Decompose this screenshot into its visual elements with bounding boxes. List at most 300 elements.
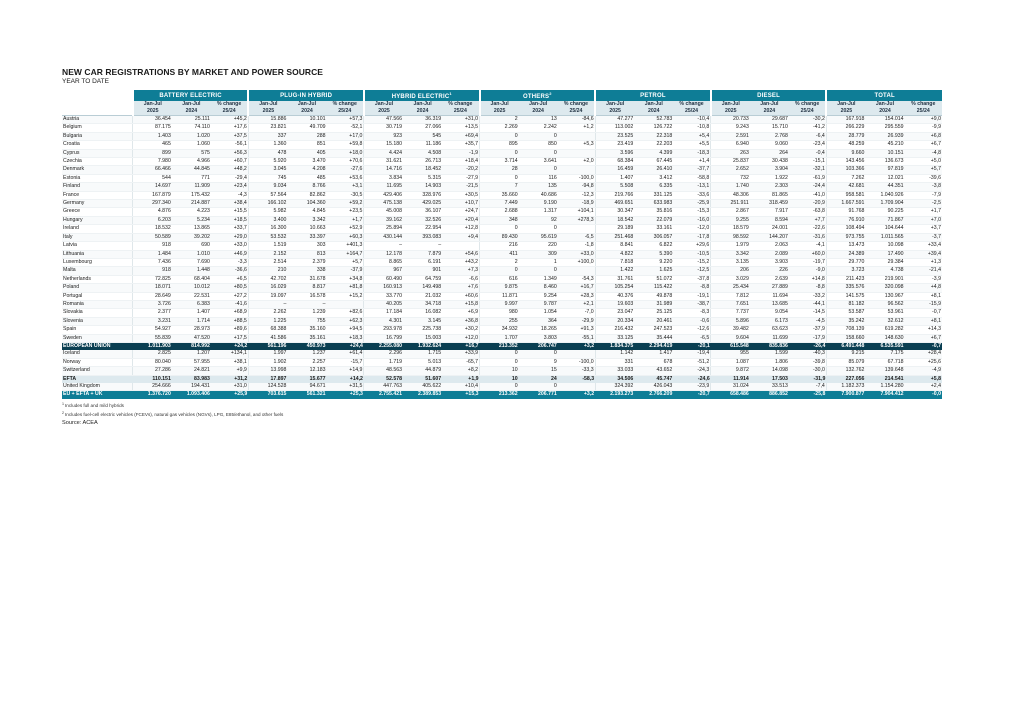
value-cell: 658.486 xyxy=(711,391,750,399)
change-cell: +5,5 xyxy=(673,141,710,149)
value-cell: 55.839 xyxy=(133,334,172,342)
group-label: HYBRID ELECTRIC xyxy=(391,94,450,100)
country-cell: Finland xyxy=(62,183,133,191)
value-cell: 81.182 xyxy=(826,300,865,308)
change-cell: +57,3 xyxy=(327,116,364,124)
change-cell: +18,5 xyxy=(211,216,248,224)
value-cell: 216.432 xyxy=(595,326,634,334)
value-cell: 364 xyxy=(519,317,558,325)
value-cell: 34.932 xyxy=(480,326,519,334)
change-cell: +9,9 xyxy=(211,367,248,375)
column-header-period: Jan-Jul xyxy=(248,101,287,108)
change-cell xyxy=(558,267,595,275)
value-cell: 52.783 xyxy=(634,116,673,124)
change-cell: -6,5 xyxy=(558,233,595,241)
table-row xyxy=(62,275,942,283)
value-cell: 219.901 xyxy=(865,275,904,283)
value-cell: 35.444 xyxy=(634,334,673,342)
change-cell: -61,9 xyxy=(789,174,826,182)
value-cell: 2.377 xyxy=(133,309,172,317)
report xyxy=(62,67,942,427)
value-cell: 295.559 xyxy=(865,124,904,132)
country-cell: Luxembourg xyxy=(62,258,133,266)
country-cell: Iceland xyxy=(62,350,133,358)
change-cell: -41,0 xyxy=(789,191,826,199)
value-cell: 22.531 xyxy=(172,292,211,300)
group-header xyxy=(248,90,364,101)
value-cell: 57.955 xyxy=(172,358,211,366)
change-cell: +29,6 xyxy=(673,242,710,250)
table-row xyxy=(62,326,942,334)
value-cell: 1.403 xyxy=(133,132,172,140)
value-cell: – xyxy=(364,242,403,250)
group-header xyxy=(364,90,480,101)
value-cell: 16.082 xyxy=(403,309,442,317)
value-cell: 3.641 xyxy=(519,158,558,166)
column-header-period: Jan-Jul xyxy=(480,101,519,108)
change-cell: +2,4 xyxy=(905,383,942,391)
value-cell: 26.939 xyxy=(865,132,904,140)
column-header-period: Jan-Jul xyxy=(595,101,634,108)
value-cell: 14.903 xyxy=(403,183,442,191)
value-cell: 3.723 xyxy=(826,267,865,275)
value-cell: 4.822 xyxy=(595,250,634,258)
value-cell: 25.894 xyxy=(364,225,403,233)
value-cell: 8.841 xyxy=(595,242,634,250)
change-cell: -19,1 xyxy=(673,292,710,300)
value-cell: 167.918 xyxy=(826,116,865,124)
value-cell: 328.976 xyxy=(403,191,442,199)
change-cell: +5,4 xyxy=(673,132,710,140)
change-cell: +31,2 xyxy=(211,375,248,383)
change-cell xyxy=(558,350,595,358)
value-cell: 1.707 xyxy=(480,334,519,342)
value-cell: 12.183 xyxy=(287,367,326,375)
change-cell: -24,4 xyxy=(789,183,826,191)
value-cell: 141.575 xyxy=(826,292,865,300)
change-cell: +28,4 xyxy=(905,350,942,358)
value-cell: 3.904 xyxy=(750,166,789,174)
value-cell: 20.334 xyxy=(595,317,634,325)
value-cell: 3.400 xyxy=(248,216,287,224)
value-cell: 1.625 xyxy=(634,267,673,275)
value-cell: 6.491.448 xyxy=(826,342,865,350)
change-cell: -19,4 xyxy=(673,350,710,358)
change-cell: +12,0 xyxy=(442,334,479,342)
change-cell: +24,7 xyxy=(442,208,479,216)
value-cell: 216 xyxy=(480,242,519,250)
column-header-year: 25/24 xyxy=(905,108,942,116)
footnote-marker: 2 xyxy=(549,91,552,96)
value-cell: 9.060 xyxy=(750,141,789,149)
table-row xyxy=(62,233,942,241)
value-cell: 923 xyxy=(364,132,403,140)
value-cell: 42.681 xyxy=(826,183,865,191)
value-cell: 430.144 xyxy=(364,233,403,241)
change-cell: +59,8 xyxy=(327,141,364,149)
change-cell: +12,8 xyxy=(442,225,479,233)
value-cell: 213.352 xyxy=(480,342,519,350)
value-cell: 98.592 xyxy=(711,233,750,241)
value-cell: 6.203 xyxy=(133,216,172,224)
value-cell: 29.770 xyxy=(826,258,865,266)
change-cell: -8,3 xyxy=(673,309,710,317)
change-cell: +94,5 xyxy=(327,326,364,334)
group-header xyxy=(711,90,827,101)
value-cell: 96.562 xyxy=(865,300,904,308)
value-cell: 160.913 xyxy=(364,284,403,292)
column-header-period: % change xyxy=(673,101,710,108)
change-cell: +52,9 xyxy=(327,225,364,233)
column-header-year: 25/24 xyxy=(327,108,364,116)
column-header-period: Jan-Jul xyxy=(287,101,326,108)
value-cell: 5.390 xyxy=(634,250,673,258)
change-cell: +14,9 xyxy=(327,367,364,375)
value-cell: 306.057 xyxy=(634,233,673,241)
footnote-marker: 2 xyxy=(62,410,64,415)
column-header-period: % change xyxy=(789,101,826,108)
column-header-year: 2025 xyxy=(711,108,750,116)
value-cell: 66.466 xyxy=(133,166,172,174)
value-cell: 135 xyxy=(519,183,558,191)
value-cell: 18.579 xyxy=(711,225,750,233)
value-cell: 105.254 xyxy=(595,284,634,292)
change-cell: +53,6 xyxy=(327,174,364,182)
value-cell: 2.063 xyxy=(750,242,789,250)
value-cell: 57.564 xyxy=(248,191,287,199)
blank-cell xyxy=(62,101,133,108)
change-cell: +15,3 xyxy=(442,391,479,399)
table-row xyxy=(62,284,942,292)
value-cell: 814.992 xyxy=(172,342,211,350)
change-cell: -54,3 xyxy=(558,275,595,283)
change-cell: +7,3 xyxy=(442,267,479,275)
change-cell: -94,8 xyxy=(558,183,595,191)
change-cell: +25,6 xyxy=(905,358,942,366)
change-cell: -37,9 xyxy=(327,267,364,275)
value-cell: 2.652 xyxy=(711,166,750,174)
value-cell: 25.434 xyxy=(711,284,750,292)
table-row xyxy=(62,158,942,166)
table-row xyxy=(62,258,942,266)
change-cell: -22,6 xyxy=(789,225,826,233)
value-cell: 1.087 xyxy=(711,358,750,366)
column-header-period: % change xyxy=(558,101,595,108)
country-cell: Hungary xyxy=(62,216,133,224)
value-cell: 40.376 xyxy=(595,292,634,300)
value-cell: 1.142 xyxy=(595,350,634,358)
value-cell: 7.449 xyxy=(480,200,519,208)
value-cell: 35.242 xyxy=(826,317,865,325)
change-cell: -27,9 xyxy=(442,174,479,182)
country-cell: Croatia xyxy=(62,141,133,149)
value-cell: 81.865 xyxy=(750,191,789,199)
change-cell: -0,6 xyxy=(673,317,710,325)
value-cell: 1.237 xyxy=(287,350,326,358)
value-cell: 690 xyxy=(172,242,211,250)
value-cell: 318.459 xyxy=(750,200,789,208)
value-cell: 331.125 xyxy=(634,191,673,199)
value-cell: 9.243 xyxy=(711,124,750,132)
value-cell: 2.294.419 xyxy=(634,342,673,350)
value-cell: 0 xyxy=(480,174,519,182)
change-cell: +18,4 xyxy=(442,158,479,166)
value-cell: 16.029 xyxy=(248,284,287,292)
value-cell: 895 xyxy=(480,141,519,149)
value-cell: 25.125 xyxy=(634,309,673,317)
change-cell: -15,2 xyxy=(673,258,710,266)
value-cell: 7.690 xyxy=(172,258,211,266)
country-cell: Germany xyxy=(62,200,133,208)
value-cell: 10 xyxy=(480,367,519,375)
value-cell: 955 xyxy=(711,350,750,358)
value-cell: 40.686 xyxy=(519,191,558,199)
value-cell: 33.770 xyxy=(364,292,403,300)
change-cell: +27,2 xyxy=(211,292,248,300)
value-cell: 7 xyxy=(480,183,519,191)
report-subtitle: YEAR TO DATE xyxy=(62,78,109,85)
value-cell: 4.399 xyxy=(634,149,673,157)
value-cell: 967 xyxy=(364,267,403,275)
change-cell: -1,8 xyxy=(558,242,595,250)
value-cell: 35.160 xyxy=(287,326,326,334)
value-cell: 214.541 xyxy=(865,375,904,383)
change-cell: +24,2 xyxy=(211,342,248,350)
value-cell: 213.362 xyxy=(480,391,519,399)
change-cell: -25,8 xyxy=(789,391,826,399)
change-cell: -33,3 xyxy=(558,367,595,375)
value-cell: 3.412 xyxy=(634,174,673,182)
value-cell: 23.821 xyxy=(248,124,287,132)
value-cell: 3.029 xyxy=(711,275,750,283)
value-cell: 2.379 xyxy=(287,258,326,266)
value-cell: 2 xyxy=(480,258,519,266)
value-cell: 148.630 xyxy=(865,334,904,342)
column-header-period: Jan-Jul xyxy=(826,101,865,108)
value-cell: 15.677 xyxy=(287,375,326,383)
value-cell: 63.623 xyxy=(750,326,789,334)
value-cell: 31.621 xyxy=(364,158,403,166)
country-cell: Latvia xyxy=(62,242,133,250)
value-cell: 973.755 xyxy=(826,233,865,241)
value-cell: 1.484 xyxy=(133,250,172,258)
value-cell: 2.768 xyxy=(750,132,789,140)
change-cell: +1,2 xyxy=(558,124,595,132)
change-cell: -21,5 xyxy=(442,183,479,191)
value-cell: 14.098 xyxy=(750,367,789,375)
footnote-text: Includes full and mild hybrids xyxy=(65,403,124,409)
value-cell: 1.448 xyxy=(172,267,211,275)
value-cell: 1.054 xyxy=(519,309,558,317)
change-cell: -56,1 xyxy=(211,141,248,149)
value-cell: 17.184 xyxy=(364,309,403,317)
value-cell: 108.494 xyxy=(826,225,865,233)
change-cell: +6,9 xyxy=(442,309,479,317)
change-cell xyxy=(558,166,595,174)
change-cell: +60,6 xyxy=(442,292,479,300)
value-cell: 83.983 xyxy=(172,375,211,383)
value-cell: 210 xyxy=(248,267,287,275)
value-cell: 4.845 xyxy=(287,208,326,216)
value-cell: 475.138 xyxy=(364,200,403,208)
value-cell: 9.787 xyxy=(519,300,558,308)
value-cell: 2.152 xyxy=(248,250,287,258)
change-cell: -10,4 xyxy=(673,116,710,124)
value-cell: 5.896 xyxy=(711,317,750,325)
value-cell: 2.867 xyxy=(711,208,750,216)
value-cell: 3.135 xyxy=(711,258,750,266)
change-cell: +6,5 xyxy=(211,275,248,283)
change-cell: +80,5 xyxy=(211,284,248,292)
table-row xyxy=(62,225,942,233)
change-cell: +89,6 xyxy=(211,326,248,334)
value-cell: 7.980 xyxy=(133,158,172,166)
value-cell: 7.900.877 xyxy=(826,391,865,399)
column-header-period: % change xyxy=(905,101,942,108)
change-cell: +48,2 xyxy=(211,166,248,174)
value-cell: 6.335 xyxy=(634,183,673,191)
value-cell: 28.779 xyxy=(826,132,865,140)
value-cell: 52.578 xyxy=(364,375,403,383)
value-cell: 7.737 xyxy=(711,309,750,317)
value-cell: 0 xyxy=(519,132,558,140)
value-cell: 5.234 xyxy=(172,216,211,224)
change-cell: +17,5 xyxy=(211,334,248,342)
value-cell: 18.452 xyxy=(403,166,442,174)
change-cell: +15,2 xyxy=(327,292,364,300)
change-cell: +38,1 xyxy=(211,358,248,366)
value-cell: 116 xyxy=(519,174,558,182)
value-cell: 33.513 xyxy=(750,383,789,391)
column-header-year: 2024 xyxy=(403,108,442,116)
change-cell: +23,4 xyxy=(211,183,248,191)
value-cell: 12.021 xyxy=(865,174,904,182)
value-cell: 9.604 xyxy=(711,334,750,342)
value-cell: 3.231 xyxy=(133,317,172,325)
change-cell: -4,8 xyxy=(905,149,942,157)
change-cell: +33,4 xyxy=(905,242,942,250)
value-cell: 206.747 xyxy=(519,342,558,350)
value-cell: 22.203 xyxy=(634,141,673,149)
change-cell: -8,8 xyxy=(789,284,826,292)
group-label: BATTERY ELECTRIC xyxy=(159,92,222,99)
value-cell: 31.761 xyxy=(595,275,634,283)
value-cell: 36.107 xyxy=(403,208,442,216)
value-cell: 33.161 xyxy=(634,225,673,233)
value-cell: 115.422 xyxy=(634,284,673,292)
change-cell: +18,3 xyxy=(327,334,364,342)
column-header-period: Jan-Jul xyxy=(865,101,904,108)
table-row xyxy=(62,149,942,157)
value-cell: 22.079 xyxy=(634,216,673,224)
column-header-year: 2024 xyxy=(865,108,904,116)
change-cell: -12,0 xyxy=(673,225,710,233)
change-cell: +56,3 xyxy=(211,149,248,157)
value-cell: 5.982 xyxy=(248,208,287,216)
value-cell: 9.215 xyxy=(826,350,865,358)
change-cell: -15,3 xyxy=(673,208,710,216)
change-cell: +61,4 xyxy=(327,350,364,358)
value-cell: 2.303 xyxy=(750,183,789,191)
column-header-period: Jan-Jul xyxy=(403,101,442,108)
value-cell: 60.490 xyxy=(364,275,403,283)
value-cell: 206 xyxy=(711,267,750,275)
value-cell: 447.763 xyxy=(364,383,403,391)
value-cell: 6.822 xyxy=(634,242,673,250)
column-header-year: 25/24 xyxy=(789,108,826,116)
change-cell: +5,0 xyxy=(905,158,942,166)
value-cell: 2.262 xyxy=(248,309,287,317)
value-cell: 0 xyxy=(519,225,558,233)
value-cell: 6.535.591 xyxy=(865,342,904,350)
change-cell: -7,9 xyxy=(905,191,942,199)
value-cell: 103.366 xyxy=(826,166,865,174)
footnote-marker: 1 xyxy=(449,91,452,96)
change-cell: +31,5 xyxy=(327,383,364,391)
value-cell: 5.315 xyxy=(403,174,442,182)
change-cell: +134,1 xyxy=(211,350,248,358)
value-cell: 320.098 xyxy=(865,284,904,292)
change-cell: -10,8 xyxy=(673,124,710,132)
value-cell: 13 xyxy=(519,116,558,124)
change-cell: +3,1 xyxy=(327,183,364,191)
value-cell: 850 xyxy=(519,141,558,149)
table-row xyxy=(62,191,942,199)
value-cell: – xyxy=(287,300,326,308)
value-cell: 0 xyxy=(519,166,558,174)
value-cell: 26.713 xyxy=(403,158,442,166)
change-cell: +88,5 xyxy=(211,317,248,325)
change-cell: -4,5 xyxy=(789,317,826,325)
change-cell: +5,7 xyxy=(905,166,942,174)
value-cell: 1.349 xyxy=(519,275,558,283)
change-cell: +33,7 xyxy=(211,225,248,233)
change-cell: +43,2 xyxy=(442,258,479,266)
value-cell: 478 xyxy=(248,149,287,157)
change-cell: -23,9 xyxy=(673,383,710,391)
change-cell: -41,2 xyxy=(789,124,826,132)
column-header-year-row xyxy=(62,108,942,116)
change-cell: +60,0 xyxy=(789,250,826,258)
change-cell: -65,7 xyxy=(442,358,479,366)
value-cell: 104.360 xyxy=(287,200,326,208)
change-cell: -31,9 xyxy=(789,375,826,383)
change-cell: +7,7 xyxy=(789,216,826,224)
value-cell: 39.202 xyxy=(172,233,211,241)
value-cell: 9.997 xyxy=(480,300,519,308)
value-cell: 1.997 xyxy=(248,350,287,358)
table-row xyxy=(62,132,942,140)
value-cell: 64.759 xyxy=(403,275,442,283)
value-cell: 297.340 xyxy=(133,200,172,208)
value-cell: 35.161 xyxy=(287,334,326,342)
value-cell: 194.431 xyxy=(172,383,211,391)
change-cell: +9,4 xyxy=(442,233,479,241)
value-cell: 30.719 xyxy=(364,124,403,132)
value-cell: 31.024 xyxy=(711,383,750,391)
change-cell: -24,6 xyxy=(673,375,710,383)
country-cell: Austria xyxy=(62,116,133,124)
footnotes xyxy=(62,401,942,418)
country-cell: EUROPEAN UNION xyxy=(62,342,133,350)
value-cell: 6.383 xyxy=(172,300,211,308)
value-cell: 90.225 xyxy=(865,208,904,216)
change-cell: -29,9 xyxy=(558,317,595,325)
value-cell: 4.876 xyxy=(133,208,172,216)
value-cell: 2.296 xyxy=(364,350,403,358)
value-cell: 27.066 xyxy=(403,124,442,132)
value-cell: 28 xyxy=(480,166,519,174)
